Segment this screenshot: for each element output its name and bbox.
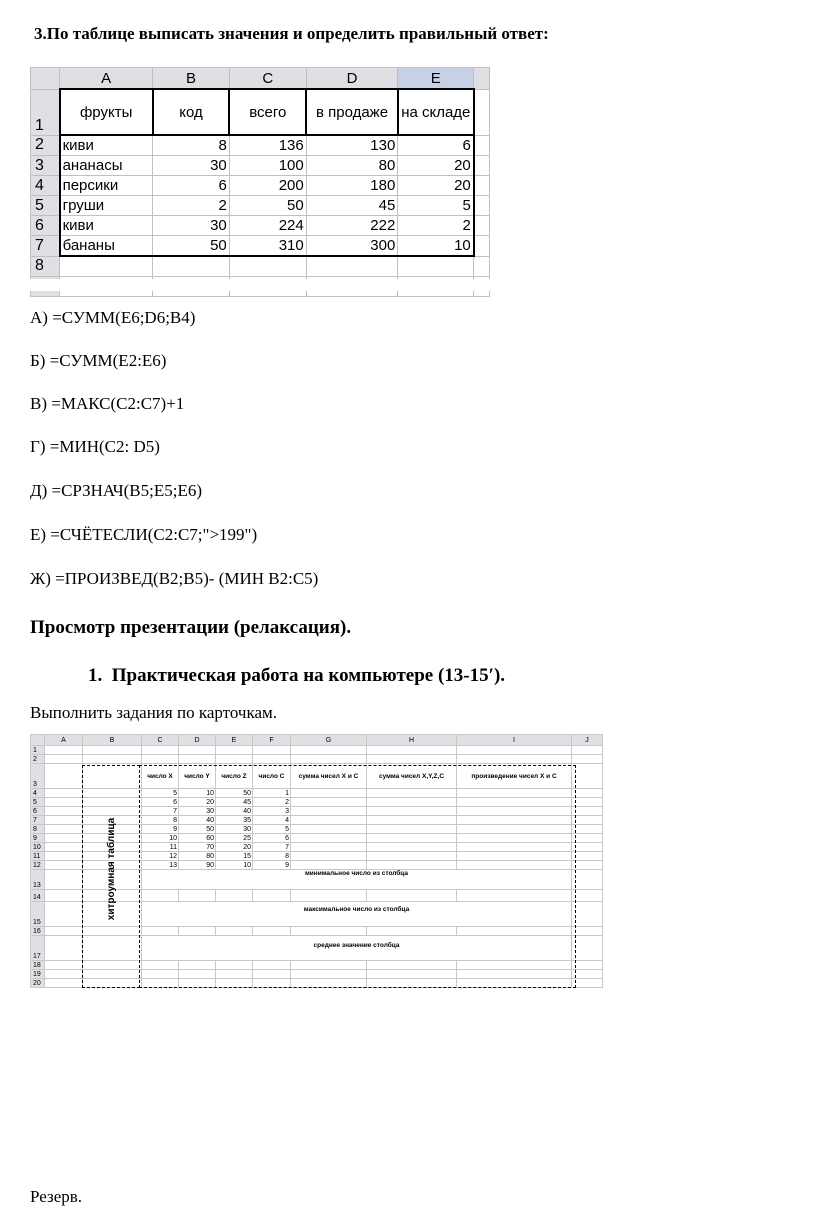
table-cell[interactable]: 50 xyxy=(229,196,306,216)
table-cell[interactable]: 13 xyxy=(142,861,179,870)
table-cell[interactable]: киви xyxy=(60,135,153,156)
row-header[interactable]: 14 xyxy=(31,890,45,902)
vertical-label: хитроумная таблица xyxy=(106,817,117,921)
header-cell[interactable]: число X xyxy=(142,764,179,789)
header-cell[interactable]: число C xyxy=(253,764,291,789)
option-d: Д) =СРЗНАЧ(B5;E5;E6) xyxy=(30,481,203,500)
heading-text: Практическая работа на компьютере (13-15′). xyxy=(111,665,506,686)
row-header[interactable]: 5 xyxy=(31,798,45,807)
row-header[interactable]: 17 xyxy=(31,936,45,961)
table-cell[interactable]: 15 xyxy=(216,852,253,861)
table-cell[interactable]: 45 xyxy=(216,798,253,807)
row-header[interactable]: 9 xyxy=(31,834,45,843)
table-cell[interactable]: 100 xyxy=(229,156,306,176)
row-header[interactable]: 12 xyxy=(31,861,45,870)
table-cell[interactable]: 50 xyxy=(179,825,216,834)
row-header[interactable]: 7 xyxy=(31,236,60,257)
table-cell[interactable]: 12 xyxy=(142,852,179,861)
col-header[interactable]: G xyxy=(291,735,367,746)
table-cell[interactable]: 10 xyxy=(216,861,253,870)
table-cell[interactable]: 9 xyxy=(253,861,291,870)
row-header[interactable]: 3 xyxy=(31,156,60,176)
table-cell[interactable]: 3 xyxy=(253,807,291,816)
reserve-text: Резерв. xyxy=(30,1187,83,1206)
table-cell[interactable]: 10 xyxy=(179,789,216,798)
row-header[interactable]: 4 xyxy=(31,789,45,798)
table-cell[interactable]: 5 xyxy=(398,196,474,216)
row-header[interactable]: 18 xyxy=(31,961,45,970)
table-cell[interactable]: 222 xyxy=(306,216,398,236)
row-header[interactable]: 3 xyxy=(31,764,45,789)
table-cell[interactable]: 25 xyxy=(216,834,253,843)
table-cell[interactable]: 10 xyxy=(142,834,179,843)
empty-cell[interactable] xyxy=(474,89,490,135)
table-cell[interactable]: 130 xyxy=(306,135,398,156)
header-cell[interactable]: фрукты xyxy=(60,89,153,135)
col-header[interactable]: C xyxy=(142,735,179,746)
row-header[interactable]: 7 xyxy=(31,816,45,825)
table-cell[interactable]: персики xyxy=(60,176,153,196)
option-a: А) =СУММ(E6;D6;B4) xyxy=(30,308,196,327)
table-cell[interactable]: груши xyxy=(60,196,153,216)
label-avg: среднее значение столбца xyxy=(142,936,572,961)
corner-cell[interactable] xyxy=(31,68,60,90)
option-v: В) =МАКС(C2:C7)+1 xyxy=(30,394,185,413)
empty-cell[interactable] xyxy=(474,176,490,196)
col-header-f[interactable] xyxy=(474,68,490,90)
table-cell[interactable]: 4 xyxy=(253,816,291,825)
header-cell[interactable]: код xyxy=(153,89,230,135)
header-cell[interactable]: всего xyxy=(229,89,306,135)
row-header[interactable]: 8 xyxy=(31,256,60,277)
table-cell[interactable]: 80 xyxy=(306,156,398,176)
header-cell[interactable]: сумма чисел X,Y,Z,C xyxy=(367,764,457,789)
col-header[interactable]: I xyxy=(457,735,572,746)
col-header[interactable]: F xyxy=(253,735,291,746)
row-header[interactable]: 19 xyxy=(31,970,45,979)
instruction-text: Выполнить задания по карточкам. xyxy=(30,703,278,722)
table-cell[interactable]: 8 xyxy=(253,852,291,861)
empty-cell[interactable] xyxy=(229,256,306,277)
col-header[interactable]: B xyxy=(83,735,142,746)
col-header[interactable]: A xyxy=(45,735,83,746)
table-cell[interactable]: 90 xyxy=(179,861,216,870)
table-cell[interactable]: 2 xyxy=(153,196,230,216)
crop-fade xyxy=(30,279,490,291)
table-cell[interactable]: 70 xyxy=(179,843,216,852)
heading-practical-work xyxy=(88,665,505,687)
table-cell[interactable]: 7 xyxy=(142,807,179,816)
col-header[interactable]: D xyxy=(179,735,216,746)
label-max: максимальное число из столбца xyxy=(142,902,572,927)
table-cell[interactable]: 224 xyxy=(229,216,306,236)
empty-cell[interactable] xyxy=(60,256,153,277)
table-cell[interactable]: 310 xyxy=(229,236,306,257)
table-cell[interactable]: 30 xyxy=(153,216,230,236)
option-b: Б) =СУММ(E2:E6) xyxy=(30,351,167,370)
empty-cell[interactable] xyxy=(474,196,490,216)
header-cell[interactable]: число Y xyxy=(179,764,216,789)
empty-cell[interactable] xyxy=(153,256,230,277)
table-cell[interactable]: 2 xyxy=(253,798,291,807)
table-cell[interactable]: 6 xyxy=(253,834,291,843)
dashed-frame-table xyxy=(139,765,576,988)
empty-cell[interactable] xyxy=(474,156,490,176)
table-cell[interactable]: 30 xyxy=(153,156,230,176)
col-header-b[interactable]: B xyxy=(153,68,230,90)
table-cell[interactable]: 20 xyxy=(216,843,253,852)
table-cell[interactable]: киви xyxy=(60,216,153,236)
row-header[interactable]: 15 xyxy=(31,902,45,927)
col-header-c[interactable]: C xyxy=(229,68,306,90)
table-cell[interactable]: 50 xyxy=(153,236,230,257)
col-header[interactable]: E xyxy=(216,735,253,746)
table-cell[interactable]: 20 xyxy=(398,176,474,196)
row-header[interactable]: 13 xyxy=(31,870,45,890)
corner-cell[interactable] xyxy=(31,735,45,746)
row-header[interactable]: 16 xyxy=(31,927,45,936)
col-header-a[interactable]: A xyxy=(60,68,153,90)
option-e: Е) =СЧЁТЕСЛИ(C2:C7;">199") xyxy=(30,525,258,544)
table-cell[interactable]: 9 xyxy=(142,825,179,834)
row-header[interactable]: 6 xyxy=(31,216,60,236)
table-cell[interactable]: 30 xyxy=(179,807,216,816)
col-header[interactable]: J xyxy=(572,735,603,746)
table-cell[interactable]: 80 xyxy=(179,852,216,861)
option-g: Г) =МИН(C2: D5) xyxy=(30,437,160,456)
table-cell[interactable]: 2 xyxy=(398,216,474,236)
table-cell[interactable]: 20 xyxy=(398,156,474,176)
table-cell[interactable]: 7 xyxy=(253,843,291,852)
row-header[interactable]: 11 xyxy=(31,852,45,861)
empty-cell[interactable] xyxy=(474,216,490,236)
row-header[interactable]: 8 xyxy=(31,825,45,834)
fruits-table xyxy=(30,67,490,297)
row-header[interactable]: 4 xyxy=(31,176,60,196)
table-cell[interactable]: 136 xyxy=(229,135,306,156)
table-cell[interactable]: 30 xyxy=(216,825,253,834)
row-header[interactable]: 5 xyxy=(31,196,60,216)
empty-cell[interactable] xyxy=(306,256,398,277)
table-cell[interactable]: 60 xyxy=(179,834,216,843)
table-cell[interactable]: 5 xyxy=(142,789,179,798)
label-min: минимальное число из столбца xyxy=(142,870,572,890)
table-cell[interactable]: 6 xyxy=(153,176,230,196)
header-cell[interactable]: произведение чисел X и C xyxy=(457,764,572,789)
table-cell[interactable]: 8 xyxy=(142,816,179,825)
header-cell[interactable]: на складе xyxy=(398,89,474,135)
heading-relaxation: Просмотр презентации (релаксация). xyxy=(30,617,352,638)
table-cell[interactable]: 8 xyxy=(153,135,230,156)
table-cell[interactable]: 20 xyxy=(179,798,216,807)
table-cell[interactable]: 35 xyxy=(216,816,253,825)
list-number: 1. xyxy=(88,665,103,686)
spreadsheet-card xyxy=(30,734,605,1008)
table-cell[interactable]: 40 xyxy=(179,816,216,825)
table-cell[interactable]: 6 xyxy=(142,798,179,807)
table-cell[interactable]: 45 xyxy=(306,196,398,216)
table-cell[interactable]: 11 xyxy=(142,843,179,852)
spreadsheet-fruits xyxy=(30,67,490,289)
col-header-e[interactable]: E xyxy=(398,68,474,90)
option-zh: Ж) =ПРОИЗВЕД(B2;B5)- (МИН B2:C5) xyxy=(30,569,319,588)
table-cell[interactable]: ананасы xyxy=(60,156,153,176)
empty-cell[interactable] xyxy=(474,236,490,257)
col-header[interactable]: H xyxy=(367,735,457,746)
header-cell[interactable]: сумма чисел X и C xyxy=(291,764,367,789)
row-header[interactable]: 1 xyxy=(31,746,45,755)
row-header[interactable]: 6 xyxy=(31,807,45,816)
table-cell[interactable]: 50 xyxy=(216,789,253,798)
table-cell[interactable]: 200 xyxy=(229,176,306,196)
row-header[interactable]: 2 xyxy=(31,135,60,156)
table-cell[interactable]: 6 xyxy=(398,135,474,156)
table-cell[interactable]: 40 xyxy=(216,807,253,816)
table-cell[interactable]: 10 xyxy=(398,236,474,257)
task-title: 3.По таблице выписать значения и определить правильный ответ: xyxy=(34,24,549,43)
header-cell[interactable]: в продаже xyxy=(306,89,398,135)
empty-cell[interactable] xyxy=(398,256,474,277)
row-header[interactable]: 10 xyxy=(31,843,45,852)
table-cell[interactable]: 300 xyxy=(306,236,398,257)
table-cell[interactable]: бананы xyxy=(60,236,153,257)
table-cell[interactable]: 5 xyxy=(253,825,291,834)
header-cell[interactable]: число Z xyxy=(216,764,253,789)
row-header[interactable]: 1 xyxy=(31,89,60,135)
table-cell[interactable]: 180 xyxy=(306,176,398,196)
row-header[interactable]: 20 xyxy=(31,979,45,988)
empty-cell[interactable] xyxy=(474,135,490,156)
col-header-d[interactable]: D xyxy=(306,68,398,90)
row-header[interactable]: 2 xyxy=(31,755,45,764)
empty-cell[interactable] xyxy=(474,256,490,277)
table-cell[interactable]: 1 xyxy=(253,789,291,798)
